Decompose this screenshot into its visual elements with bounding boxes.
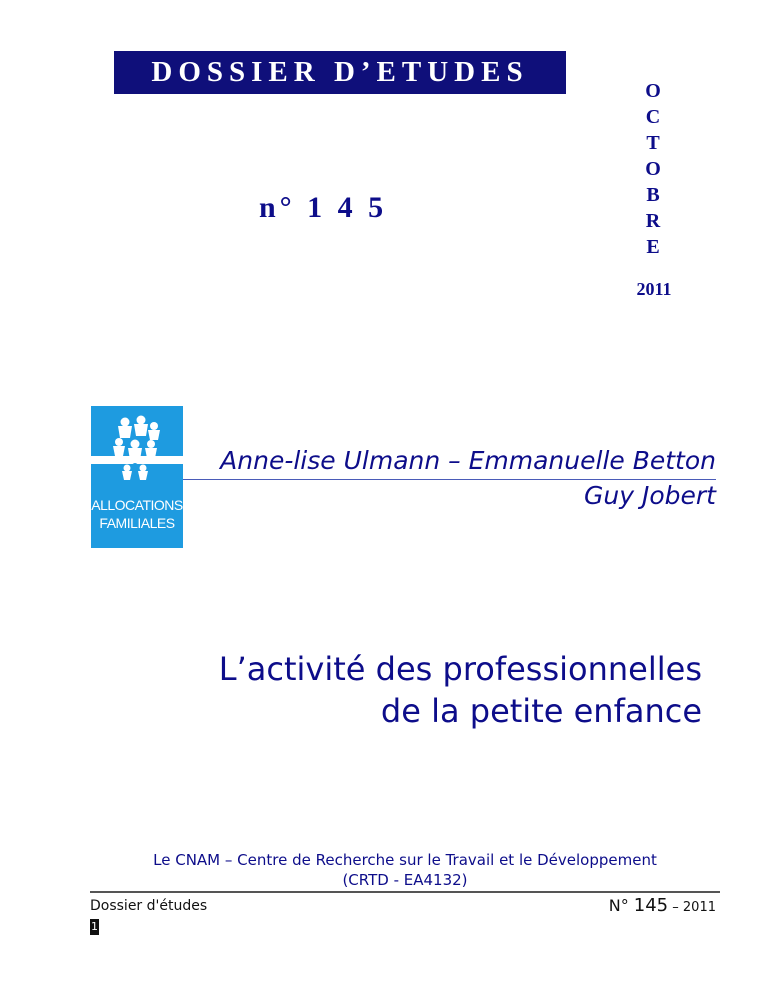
title-line: de la petite enfance xyxy=(380,692,702,730)
authors-divider xyxy=(183,479,716,480)
page-number: 1 xyxy=(91,920,98,933)
logo-line: FAMILIALES xyxy=(99,515,175,531)
footer-issue-prefix: N° xyxy=(608,896,634,915)
month-letter: T xyxy=(646,132,660,154)
footer-issue-label xyxy=(609,895,716,916)
institution-block xyxy=(90,850,720,890)
logo-line: ALLOCATIONS xyxy=(91,497,183,513)
caf-logo xyxy=(91,406,183,548)
footer-divider xyxy=(90,891,720,893)
month-letter: O xyxy=(645,80,661,102)
authors-line: Anne-lise Ulmann – Emmanuelle Betton xyxy=(220,446,716,475)
series-title-banner: DOSSIER D’ETUDES xyxy=(114,51,566,94)
month-letter: C xyxy=(645,106,661,128)
title-line: L’activité des professionnelles xyxy=(218,650,702,688)
authors-line: Guy Jobert xyxy=(584,481,716,510)
footer-series-label: Dossier d'études xyxy=(90,898,208,914)
month-letter: R xyxy=(645,210,661,232)
issue-number: n° 1 4 5 xyxy=(259,191,388,224)
logo-text xyxy=(91,496,183,532)
institution-line: (CRTD - EA4132) xyxy=(342,871,468,889)
document-title xyxy=(219,648,702,732)
month-letter: B xyxy=(646,184,660,206)
footer-issue-year: – 2011 xyxy=(668,900,716,915)
month-letter: O xyxy=(645,158,661,180)
month-vertical-label xyxy=(637,78,669,260)
institution-line: Le CNAM – Centre de Recherche sur le Travail et le Développement xyxy=(153,851,657,869)
month-letter: E xyxy=(646,236,660,258)
family-figures-icon xyxy=(91,406,183,498)
footer-issue-number: 145 xyxy=(633,895,669,916)
year-label: 2011 xyxy=(636,279,672,299)
